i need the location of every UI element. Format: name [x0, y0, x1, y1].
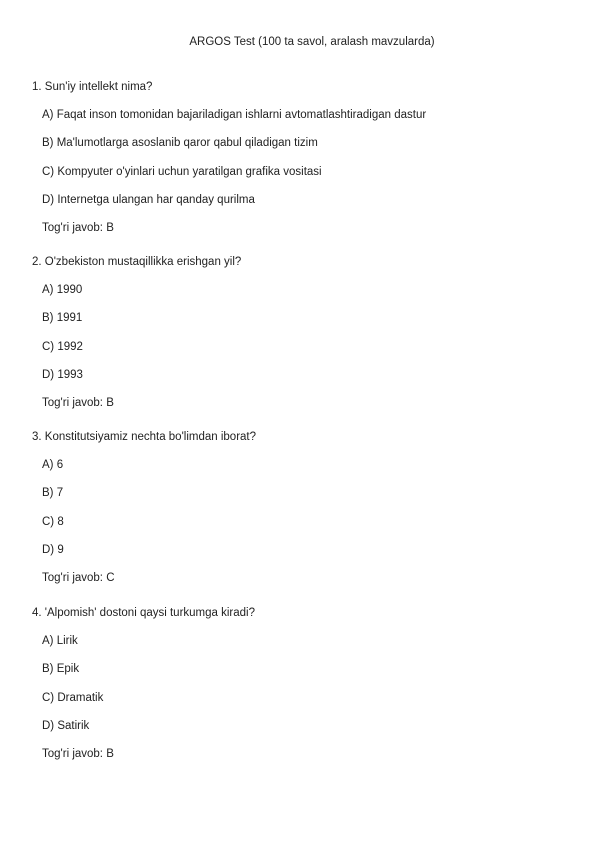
option-d: D) Internetga ulangan har qanday qurilma — [42, 193, 255, 206]
option-c: C) Dramatik — [42, 691, 104, 704]
document-title: ARGOS Test (100 ta savol, aralash mavzularda) — [189, 36, 435, 48]
option-a: A) Lirik — [42, 635, 78, 647]
correct-answer: Tog'ri javob: C — [42, 572, 115, 585]
option-c: C) Kompyuter o'yinlari uchun yaratilgan grafika vositasi — [42, 165, 322, 178]
option-b: B) 1991 — [42, 312, 83, 325]
option-a: A) Faqat inson tomonidan bajariladigan ishlarni avtomatlashtiradigan dastur — [42, 109, 427, 121]
option-d: D) 9 — [42, 543, 64, 556]
correct-answer: Tog'ri javob: B — [42, 397, 114, 410]
question-4 — [32, 604, 572, 773]
question-text: 4. 'Alpomish' dostoni qaysi turkumga kiradi? — [32, 607, 255, 619]
option-b: B) 7 — [42, 487, 64, 500]
question-3 — [32, 428, 572, 597]
option-b: B) Ma'lumotlarga asoslanib qaror qabul qiladigan tizim — [42, 137, 318, 150]
option-c: C) 8 — [42, 515, 64, 528]
option-a: A) 6 — [42, 459, 64, 471]
option-d: D) Satirik — [42, 719, 90, 732]
option-c: C) 1992 — [42, 340, 83, 353]
question-text: 3. Konstitutsiyamiz nechta bo'limdan iborat? — [32, 431, 257, 443]
question-2 — [32, 253, 572, 422]
option-d: D) 1993 — [42, 368, 83, 381]
option-b: B) Epik — [42, 663, 80, 676]
option-a: A) 1990 — [42, 284, 83, 296]
question-text: 2. O'zbekiston mustaqillikka erishgan yil? — [32, 256, 242, 268]
question-1 — [32, 78, 572, 247]
correct-answer: Tog'ri javob: B — [42, 222, 114, 235]
question-text: 1. Sun'iy intellekt nima? — [32, 81, 153, 93]
correct-answer: Tog'ri javob: B — [42, 748, 114, 761]
